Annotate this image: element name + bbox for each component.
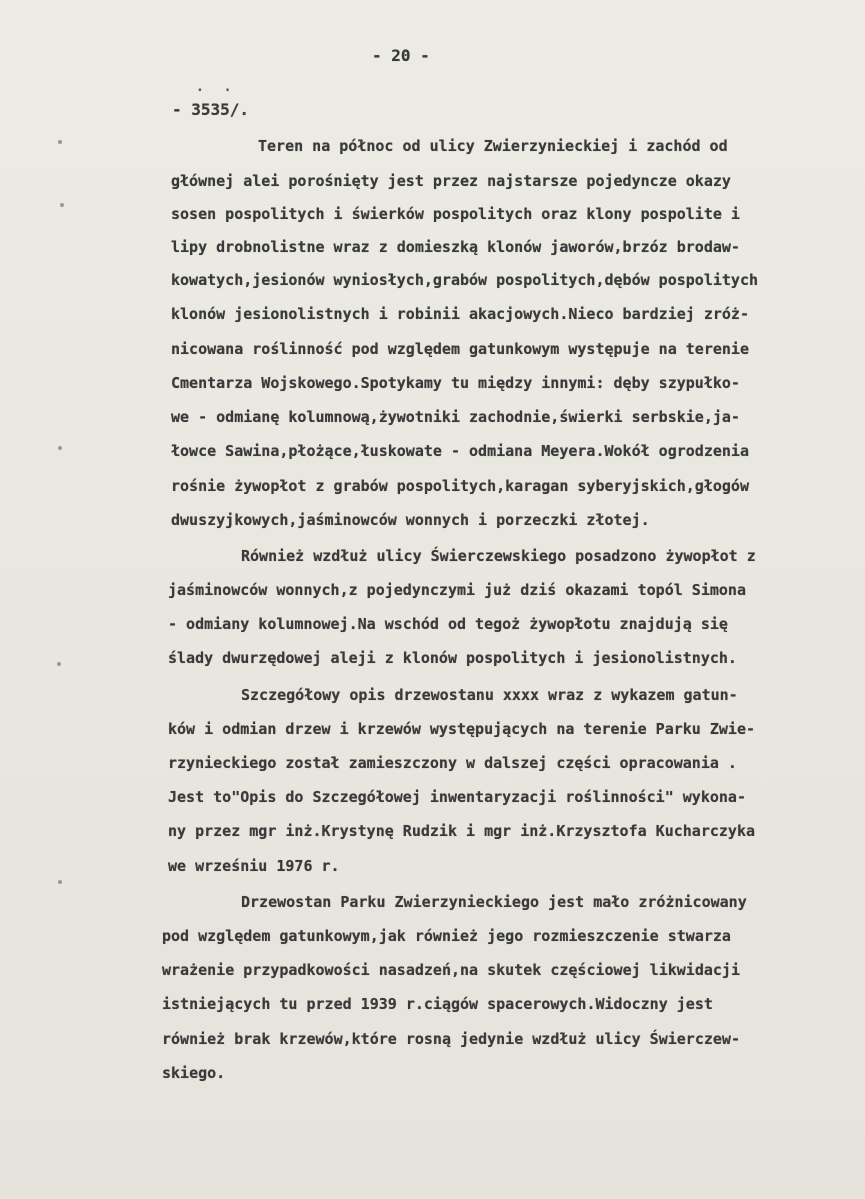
text-line: klonów jesionolistnych i robinii akacjowych.Nieco bardziej zróż- — [171, 305, 749, 323]
text-line: ślady dwurzędowej aleji z klonów pospolitych i jesionolistnych. — [168, 649, 737, 667]
text-line: Teren na północ od ulicy Zwierzynieckiej i zachód od — [258, 137, 728, 155]
text-line: pod względem gatunkowym,jak również jego rozmieszczenie stwarza — [162, 927, 731, 945]
text-line: głównej alei porośnięty jest przez najstarsze pojedyncze okazy — [171, 172, 731, 190]
margin-mark — [58, 140, 62, 144]
text-line: kowatych,jesionów wyniosłych,grabów pospolitych,dębów pospolitych — [171, 271, 758, 289]
text-line: sosen pospolitych i świerków pospolitych oraz klony pospolite i — [171, 205, 740, 223]
text-line: Jest to"Opis do Szczegółowej inwentaryzacji roślinności" wykona- — [168, 788, 746, 806]
text-line: jaśminowców wonnych,z pojedynczymi już dziś okazami topól Simona — [168, 581, 746, 599]
text-line: również brak krzewów,które rosną jedynie wzdłuż ulicy Świerczew- — [162, 1030, 740, 1048]
text-line: dwuszyjkowych,jaśminowców wonnych i porzeczki złotej. — [171, 511, 650, 529]
text-line: rzynieckiego został zamieszczony w dalszej części opracowania . — [168, 754, 737, 772]
text-line: istniejących tu przed 1939 r.ciągów spacerowych.Widoczny jest — [162, 995, 713, 1013]
text-line: wrażenie przypadkowości nasadzeń,na skutek częściowej likwidacji — [162, 961, 740, 979]
text-line: - odmiany kolumnowej.Na wschód od tegoż żywopłotu znajdują się — [168, 615, 728, 633]
text-line: łowce Sawina,płożące,łuskowate - odmiana Meyera.Wokół ogrodzenia — [171, 442, 749, 460]
margin-mark — [58, 446, 62, 450]
text-line: Szczegółowy opis drzewostanu xxxx wraz z wykazem gatun- — [241, 686, 738, 704]
text-line: we - odmianę kolumnową,żywotniki zachodnie,świerki serbskie,ja- — [171, 408, 740, 426]
text-line: Cmentarza Wojskowego.Spotykamy tu między innymi: dęby szypułko- — [171, 374, 740, 392]
text-line: lipy drobnolistne wraz z domieszką klonów jaworów,brzóz brodaw- — [171, 238, 740, 256]
text-line: ny przez mgr inż.Krystynę Rudzik i mgr inż.Krzysztofa Kucharczyka — [168, 822, 755, 840]
text-line: rośnie żywopłot z grabów pospolitych,karagan syberyjskich,głogów — [171, 477, 749, 495]
margin-mark — [57, 662, 61, 666]
text-line: nicowana roślinność pod względem gatunkowym występuje na terenie — [171, 340, 749, 358]
margin-mark — [60, 203, 64, 207]
text-line: Drzewostan Parku Zwierzynieckiego jest mało zróżnicowany — [241, 893, 747, 911]
reference-number: - 3535/. — [172, 100, 250, 119]
text-line: ków i odmian drzew i krzewów występujących na terenie Parku Zwie- — [168, 720, 755, 738]
margin-mark — [58, 880, 62, 884]
text-line: skiego. — [162, 1064, 226, 1082]
text-line: Również wzdłuż ulicy Świerczewskiego posadzono żywopłot z — [241, 547, 756, 565]
page-number: - 20 - — [372, 46, 430, 65]
reference-dots: . . — [196, 80, 238, 95]
text-line: we wrześniu 1976 r. — [168, 857, 340, 875]
